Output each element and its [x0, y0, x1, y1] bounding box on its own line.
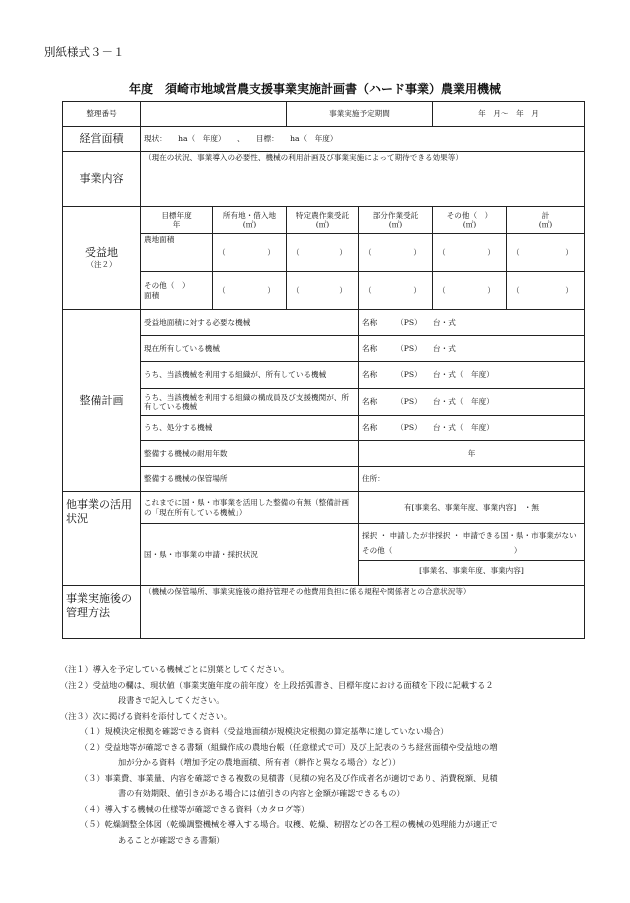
- target-year-text: 目標年度: [161, 210, 192, 220]
- plan-item: 現在所有している機械: [141, 336, 359, 362]
- paren-open: （: [292, 285, 300, 295]
- note-line: （注３）次に掲げる資料を添付してください。: [60, 710, 232, 721]
- target-year-unit: 年: [172, 220, 181, 229]
- plan-value[interactable]: 年: [359, 441, 585, 467]
- note-line: （４）導入する機械の仕様等が確認できる資料（カタログ等）: [80, 803, 310, 814]
- other-projects-application-value[interactable]: [359, 524, 585, 586]
- plan-item: 整備する機械の耐用年数: [141, 441, 359, 467]
- content-label: 事業内容: [63, 152, 141, 207]
- note-line: （注１）導入を予定している機械ごとに別葉としてください。: [60, 664, 290, 674]
- plan-item: うち、処分する機械: [141, 416, 359, 441]
- paren-open: （: [364, 285, 372, 295]
- note-line: 加が分かる資料（増加予定の農地面積、所有者（耕作と異なる場合）など））: [118, 757, 401, 767]
- application-project-detail: [事業名、事業年度、事業内容]: [359, 560, 584, 580]
- note-line: 書の有効期限、値引きがある場合には値引きの内容と金額が確認できるもの）: [118, 788, 405, 798]
- other-area-label: [141, 272, 213, 310]
- target-year-header: [141, 207, 213, 234]
- note-line: （１）規模決定根拠を確認できる資料（受益地面積が規模決定根拠の算定基準に達していない場合）: [80, 726, 449, 736]
- paren-open: （: [292, 247, 300, 257]
- paren-open: （: [364, 247, 372, 257]
- area-label: 経営面積: [63, 127, 141, 152]
- paren-close: ）: [413, 247, 421, 257]
- document-title: 年度 須崎市地域営農支援事業実施計画書（ハード事業）農業用機械: [128, 82, 501, 96]
- other-projects-label: 他事業の活用状況: [63, 492, 141, 586]
- col-label: 特定農作業受託: [295, 210, 350, 220]
- paren-close: ）: [339, 247, 347, 257]
- paren-close: ）: [267, 247, 275, 257]
- farm-area-owned[interactable]: [213, 234, 287, 272]
- other-area-total[interactable]: [507, 272, 585, 310]
- col-unit: (㎡): [388, 220, 403, 229]
- plan-item: うち、当該機械を利用する組織が、所有している機械: [141, 362, 359, 389]
- col-label: 部分作業受託: [372, 210, 419, 220]
- period-field[interactable]: 年 月～ 年 月: [433, 102, 585, 127]
- col-total: [507, 207, 585, 234]
- paren-open: （: [218, 247, 226, 257]
- beneficiary-label: [63, 207, 141, 310]
- post-mgmt-field[interactable]: [141, 586, 585, 639]
- col-unit: (㎡): [462, 220, 477, 229]
- col-other: [433, 207, 507, 234]
- note-line: あることが確認できる書類）: [118, 834, 225, 845]
- other-area-label-line2: 面積: [144, 290, 160, 300]
- col-label: 所有地・借入地: [222, 210, 277, 220]
- beneficiary-note: （注２）: [86, 260, 117, 270]
- note-line: （注２）受益地の欄は、現状値（事業実施年度の前年度）を上段括弧書き、目標年度における面積を下段に記載する２: [60, 679, 494, 690]
- plan-value[interactable]: 名称 （PS） 台・式（ 年度）: [359, 362, 585, 389]
- paren-close: ）: [267, 285, 275, 295]
- other-projects-history-item: これまでに国・県・市事業を活用した整備の有無（整備計画の「現在所有している機械」）: [141, 492, 359, 524]
- other-area-other[interactable]: [433, 272, 507, 310]
- application-status-options: 採択 ・ 申請したが非採択 ・ 申請できる国・県・市事業がない: [362, 531, 577, 541]
- paren-close: ）: [487, 247, 495, 257]
- farm-area-other[interactable]: [433, 234, 507, 272]
- content-hint: （現在の状況、事業導入の必要性、機械の利用計画及び事業実施によって期待できる効果等）: [144, 153, 463, 162]
- other-projects-history-value[interactable]: 有[事業名、事業年度、事業内容] ・無: [359, 492, 585, 524]
- note-line: （２）受益地等が確認できる書類（組織作成の農地台帳（任意様式で可）及び上記表のうち経営面積や受益地の増: [80, 741, 498, 752]
- farm-area-total[interactable]: [507, 234, 585, 272]
- col-unit: (㎡): [538, 220, 553, 229]
- post-mgmt-label: 事業実施後の管理方法: [63, 586, 141, 639]
- paren-open: （: [438, 247, 446, 257]
- farm-area-partial[interactable]: [359, 234, 433, 272]
- farm-area-label: 農地面積: [141, 234, 213, 272]
- col-owned-leased: [213, 207, 287, 234]
- plan-form-table: [62, 101, 585, 639]
- plan-value[interactable]: 名称 （PS） 台・式: [359, 336, 585, 362]
- paren-close: ）: [565, 247, 573, 257]
- area-field[interactable]: 現状： ha（ 年度） 、 目標： ha（ 年度）: [141, 127, 585, 152]
- other-area-owned[interactable]: [213, 272, 287, 310]
- paren-open: （: [218, 285, 226, 295]
- col-label: その他（ ）: [446, 210, 493, 220]
- paren-open: （: [512, 285, 520, 295]
- col-specific-contract: [287, 207, 359, 234]
- col-unit: (㎡): [315, 220, 330, 229]
- other-projects-application-item: 国・県・市事業の申請・採択状況: [141, 524, 359, 586]
- note-line: （３）事業費、事業量、内容を確認できる複数の見積書（見積の宛名及び作成者名が適切であり、消費税額、見積: [80, 772, 498, 783]
- paren-close: ）: [565, 285, 573, 295]
- plan-value[interactable]: 名称 （PS） 台・式: [359, 310, 585, 336]
- plan-value[interactable]: 名称 （PS） 台・式（ 年度）: [359, 416, 585, 441]
- plan-item: うち、当該機械を利用する組織の構成員及び支援機関が、所有している機械: [141, 389, 359, 416]
- plan-value[interactable]: 住所：: [359, 467, 585, 492]
- col-label: 計: [541, 210, 550, 220]
- post-mgmt-hint: （機械の保管場所、事業実施後の維持管理その他費用負担に係る規程や関係者との合意状況等）: [144, 587, 471, 596]
- plan-value[interactable]: 名称 （PS） 台・式（ 年度）: [359, 389, 585, 416]
- col-partial-contract: [359, 207, 433, 234]
- beneficiary-title: 受益地: [85, 246, 118, 260]
- plan-item: 整備する機械の保管場所: [141, 467, 359, 492]
- other-area-specific[interactable]: [287, 272, 359, 310]
- application-status-other: その他（ ）: [362, 545, 522, 555]
- paren-close: ）: [487, 285, 495, 295]
- period-label: 事業実施予定期間: [287, 102, 433, 127]
- note-line: 段書きで記入してください。: [118, 695, 225, 705]
- mgmt-no-field[interactable]: [141, 102, 287, 127]
- paren-open: （: [512, 247, 520, 257]
- paren-close: ）: [413, 285, 421, 295]
- other-area-partial[interactable]: [359, 272, 433, 310]
- plan-label: 整備計画: [63, 310, 141, 492]
- notes-section: [60, 662, 590, 848]
- farm-area-specific[interactable]: [287, 234, 359, 272]
- form-id: 別紙様式３－１: [44, 45, 125, 59]
- other-area-label-line1: その他（ ）: [144, 281, 190, 291]
- note-line: （５）乾燥調整全体図（乾燥調整機械を導入する場合。収穫、乾燥、籾摺などの各工程の機械の処理能力が適正で: [80, 819, 498, 829]
- col-unit: (㎡): [242, 220, 257, 229]
- mgmt-no-label: 整理番号: [63, 102, 141, 127]
- content-field[interactable]: [141, 152, 585, 207]
- paren-close: ）: [339, 285, 347, 295]
- plan-item: 受益地面積に対する必要な機械: [141, 310, 359, 336]
- paren-open: （: [438, 285, 446, 295]
